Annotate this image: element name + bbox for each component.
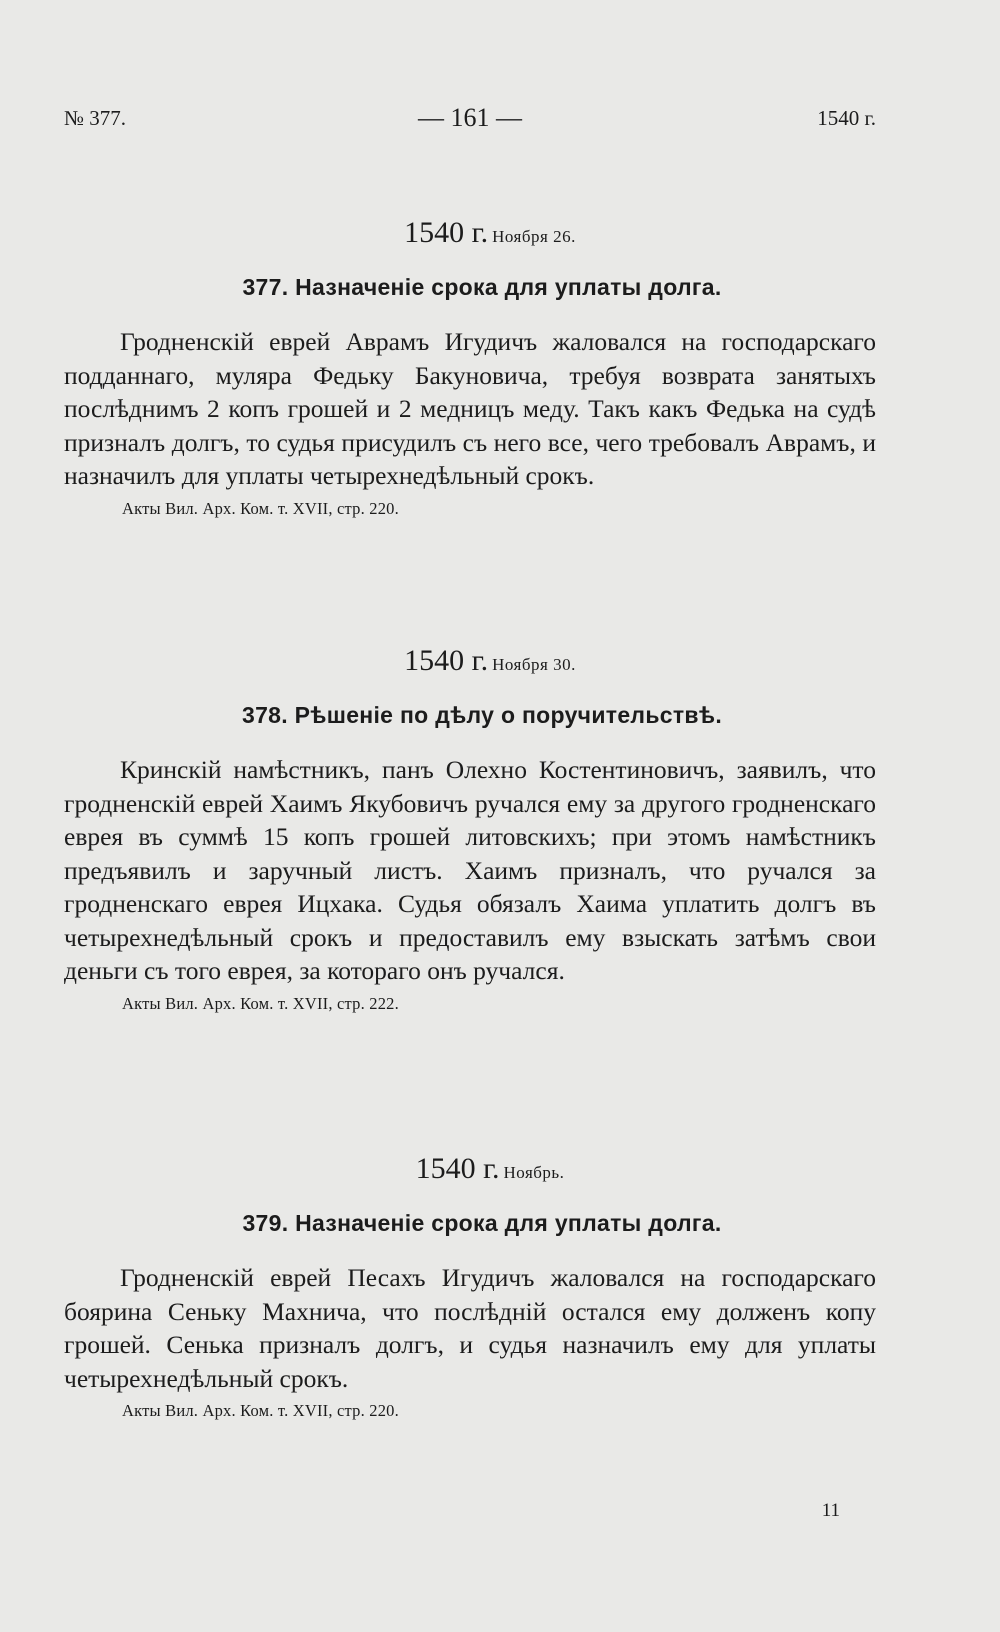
entry-source: Акты Вил. Арх. Ком. т. XVII, стр. 220. [122, 1401, 399, 1420]
entry-379 [64, 1152, 876, 1421]
entry-year: 1540 г. [404, 216, 489, 249]
page-number: — 161 — [418, 103, 522, 132]
entry-title: 379. Назначеніе срока для уплаты долга. [242, 1210, 722, 1236]
entry-month: Ноябрь. [503, 1163, 565, 1182]
entry-title: 378. Рѣшеніе по дѣлу о поручительствѣ. [241, 702, 723, 728]
entry-date [104, 1152, 876, 1192]
entry-year: 1540 г. [415, 1152, 500, 1185]
signature-mark: 11 [821, 1500, 840, 1521]
entry-date [104, 644, 876, 684]
entry-body: Кринскій намѣстникъ, панъ Олехно Костентиновичъ, заявилъ, что гродненскій еврей Хаимъ Якубовичъ ручался ему за другого гродненскаго еврея въ суммѣ 15 копъ грошей литовскихъ; при этомъ намѣстникъ предъявилъ и заручный листъ. Хаимъ призналъ, что ручался за гродненскаго еврея Ицхака. Судья обязалъ Хаима уплатить долгъ въ четырехнедѣльный срокъ и предоставилъ ему взыскать затѣмъ свои деньги съ того еврея, за котораго онъ ручался. [64, 755, 876, 985]
entry-source: Акты Вил. Арх. Ком. т. XVII, стр. 220. [122, 498, 399, 518]
entry-body: Гродненскій еврей Песахъ Игудичъ жаловался на господарскаго боярина Сеньку Махнича, что послѣдній остался ему долженъ копу грошей. Сенька призналъ долгъ, и судья назначилъ ему для уплаты четырехнедѣльный срокъ. [64, 1263, 876, 1393]
header-year: 1540 г. [817, 106, 876, 130]
running-head [64, 103, 876, 138]
entry-body: Гродненскій еврей Аврамъ Игудичъ жаловался на господарскаго подданнаго, муляра Федьку Бакуновича, требуя возврата занятыхъ послѣднимъ 2 копъ грошей и 2 медницъ меду. Такъ какъ Федька на судѣ призналъ долгъ, то судья присудилъ съ него все, чего требовалъ Аврамъ, и назначилъ для уплаты четырехнедѣльный срокъ. [64, 327, 876, 490]
entry-year: 1540 г. [404, 644, 489, 677]
entry-377 [64, 216, 876, 519]
entry-source: Акты Вил. Арх. Ком. т. XVII, стр. 222. [122, 993, 399, 1013]
document-number: № 377. [64, 106, 127, 130]
entry-month: Ноября 26. [492, 227, 576, 246]
entry-month: Ноября 30. [492, 655, 576, 674]
entry-title: 377. Назначеніе срока для уплаты долга. [242, 274, 722, 300]
entry-378 [64, 644, 876, 1014]
entry-date [104, 216, 876, 256]
